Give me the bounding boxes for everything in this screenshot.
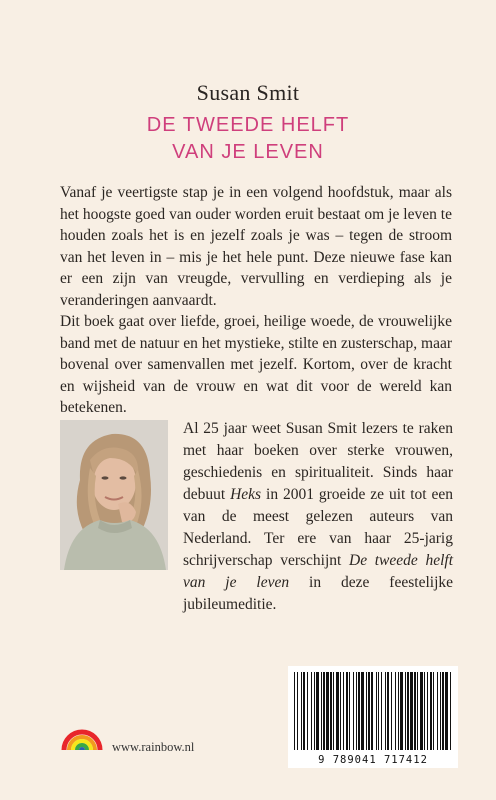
book-title-line-1: DE TWEEDE HELFT [146, 114, 350, 136]
barcode-bar [385, 672, 386, 750]
isbn-number: 9 789041 717412 [318, 754, 428, 766]
barcode-bar [407, 672, 409, 750]
barcode-bar [336, 672, 339, 750]
rainbow-logo-icon [60, 712, 104, 756]
barcode-bars [288, 666, 458, 752]
author-portrait-photo [60, 420, 168, 570]
barcode-bar [358, 672, 360, 750]
barcode-bar [410, 672, 413, 750]
barcode-bar [437, 672, 438, 750]
barcode-bar [427, 672, 428, 750]
author-name: Susan Smit [196, 80, 300, 105]
portrait-icon [60, 420, 168, 570]
author-bio-text [183, 418, 453, 616]
blurb-paragraph-1: Vanaf je veertigste stap je in een volgend hoofdstuk, maar als het hoogste goed van ouder worden eruit bestaat om je leven te houden zoals het is en jezelf zoals je was – tegen de stroom van het leven in – mis je het hele punt. Deze nieuwe fase kan er een zijn van vreugde, vervulling en verdieping als je veranderingen aanvaardt. [60, 184, 452, 309]
blurb [60, 182, 452, 419]
barcode-bar [371, 672, 373, 750]
bio-text-part-2: in 2001 groeide ze uit tot een van de meest gelezen auteurs van Nederland. Ter ere van haar 25-jarig schrijverschap verschijnt [183, 486, 454, 569]
publisher-website: www.rainbow.nl [112, 740, 195, 754]
barcode-bar [405, 672, 406, 750]
barcode-bar [424, 672, 425, 750]
barcode-bar [430, 672, 432, 750]
barcode-bar [297, 672, 298, 750]
isbn-barcode [288, 666, 458, 768]
barcode-bar [333, 672, 334, 750]
barcode-bar [368, 672, 370, 750]
barcode-bar [294, 672, 295, 750]
book-title [0, 112, 496, 166]
barcode-bar [450, 672, 451, 750]
barcode-bar [442, 672, 444, 750]
barcode-bar [307, 672, 308, 750]
barcode-bar [316, 672, 319, 750]
barcode-bar [398, 672, 399, 750]
barcode-bar [417, 672, 418, 750]
barcode-bar [314, 672, 315, 750]
barcode-bar [400, 672, 403, 750]
barcode-bar [330, 672, 332, 750]
barcode-bar [301, 672, 302, 750]
barcode-bar [303, 672, 305, 750]
barcode-bar [343, 672, 344, 750]
bio-text-part-1: Al 25 jaar weet Susan Smit lezers te raken met haar boeken over sterke vrouwen, geschiedenis en spiritualiteit. Sinds haar debuut [183, 420, 453, 503]
barcode-bar [376, 672, 377, 750]
author-bio [183, 418, 453, 616]
debut-title: Heks [230, 486, 262, 503]
barcode-bar [321, 672, 322, 750]
barcode-bar [414, 672, 416, 750]
barcode-bar [391, 672, 392, 750]
barcode-bar [387, 672, 389, 750]
barcode-bar [381, 672, 382, 750]
barcode-bar [311, 672, 312, 750]
barcode-bar [356, 672, 357, 750]
barcode-bar [420, 672, 423, 750]
barcode-bar [395, 672, 396, 750]
barcode-bar [361, 672, 364, 750]
book-title-line-2: VAN JE LEVEN [172, 141, 324, 163]
barcode-bar [440, 672, 441, 750]
bio-text-part-3: in deze feestelijke jubileumeditie. [183, 574, 453, 613]
barcode-bar [366, 672, 367, 750]
barcode-bar [340, 672, 341, 750]
barcode-bar [323, 672, 325, 750]
barcode-bar [433, 672, 434, 750]
blurb-paragraph-2: Dit boek gaat over liefde, groei, heilige woede, de vrouwelijke band met de natuur en het mystieke, stilte en zusterschap, maar bovenal over samenvallen met jezelf. Kortom, over de kracht en wijsheid van de vrouw en wat dit voor de wereld kan betekenen. [60, 313, 452, 416]
barcode-bar [378, 672, 379, 750]
book-title-italic: De tweede helft van je leven [183, 552, 454, 591]
barcode-bar [326, 672, 329, 750]
barcode-bar [346, 672, 348, 750]
barcode-bar [349, 672, 350, 750]
barcode-bar [353, 672, 354, 750]
barcode-bar [445, 672, 448, 750]
